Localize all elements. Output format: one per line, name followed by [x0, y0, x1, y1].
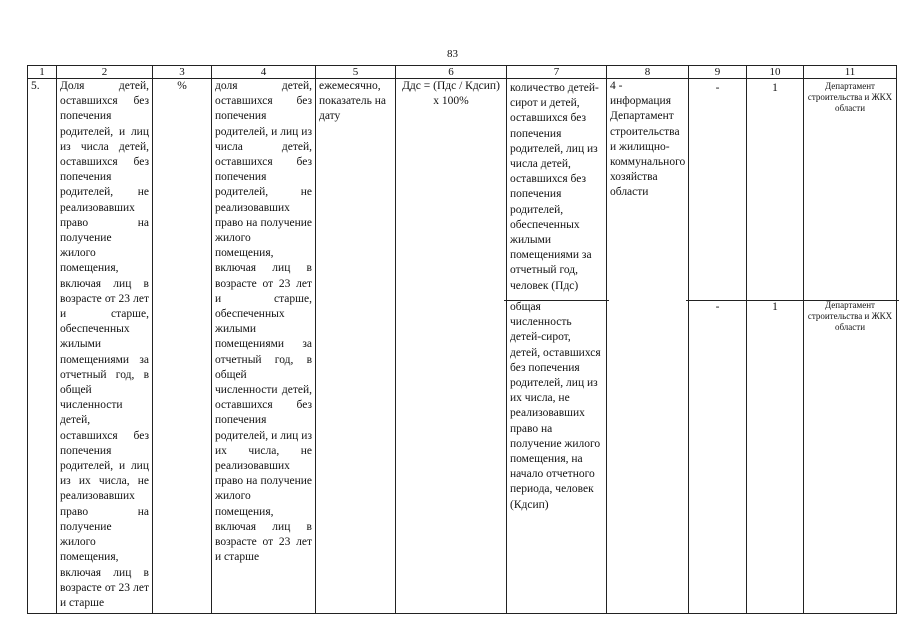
col9-cell [689, 79, 747, 614]
col-header-10: 10 [747, 66, 804, 79]
indicator-definition: доля детей, оставшихся без попечения родителей, и лиц из числа детей, оставшихся без попечения родителей, не реализовавших право на получение жилого помещения, включая лиц в возрасте от 23 лет и старше, обеспеченных жилыми помещениями за отчетный год, в общей численности детей, оставшихся без попечения родителей, и лиц из их числа, не реализовавших право на получение жилого помещения, включая лиц в возрасте от 23 лет и старше [212, 79, 316, 614]
source-cell: 4 - информация Департамент строительства и жилищно-коммунального хозяйства области [607, 79, 689, 614]
component-2: общая численность детей-сирот, детей, оставшихся без попечения родителей, лиц из их числа, не реализовавших право на получение жилого помещения, на начало отчетного периода, человек (Кдсип) [510, 301, 601, 511]
col-header-11: 11 [804, 66, 897, 79]
col11-cell [804, 79, 897, 614]
col-header-9: 9 [689, 66, 747, 79]
col9-value-2: - [715, 301, 720, 313]
formula-cell: Ддс = (Пдс / Кдсип) х 100% [396, 79, 507, 614]
col-header-6: 6 [396, 66, 507, 79]
component-divider [504, 300, 609, 301]
col-header-3: 3 [153, 66, 212, 79]
responsible-2: Департамент строительства и ЖКХ области [807, 300, 893, 332]
col9-value-1: - [715, 82, 720, 94]
col9-divider [686, 300, 749, 301]
indicator-table [27, 65, 897, 614]
responsible-1: Департамент строительства и ЖКХ области [807, 81, 893, 113]
page-number: 83 [447, 48, 458, 60]
component-1: количество детей-сирот и детей, оставшихся без попечения родителей, лиц из числа детей, оставшихся без попечения родителей, обеспеченных жилыми помещениями за отчетный год, человек (Пдс) [510, 82, 599, 292]
unit-cell: % [153, 79, 212, 614]
col11-divider [801, 300, 899, 301]
components-cell [507, 79, 607, 614]
col10-value-1: 1 [772, 82, 778, 94]
col-header-8: 8 [607, 66, 689, 79]
col10-divider [744, 300, 806, 301]
col-header-1: 1 [28, 66, 57, 79]
col-header-4: 4 [212, 66, 316, 79]
periodicity-cell: ежемесячно, показатель на дату [316, 79, 396, 614]
table-row [28, 79, 897, 614]
col10-cell [747, 79, 804, 614]
col-header-2: 2 [57, 66, 153, 79]
row-number: 5. [28, 79, 57, 614]
indicator-name: Доля детей, оставшихся без попечения родителей, и лиц из числа детей, оставшихся без попечения родителей, не реализовавших право на получение жилого помещения, включая лиц в возрасте от 23 лет и старше, обеспеченных жилыми помещениями за отчетный год, в общей численности детей, оставшихся без попечения родителей, и лиц из их числа, не реализовавших право на получение жилого помещения, включая лиц в возрасте от 23 лет и старше [57, 79, 153, 614]
header-row [28, 66, 897, 79]
col-header-5: 5 [316, 66, 396, 79]
col10-value-2: 1 [772, 301, 778, 313]
col-header-7: 7 [507, 66, 607, 79]
